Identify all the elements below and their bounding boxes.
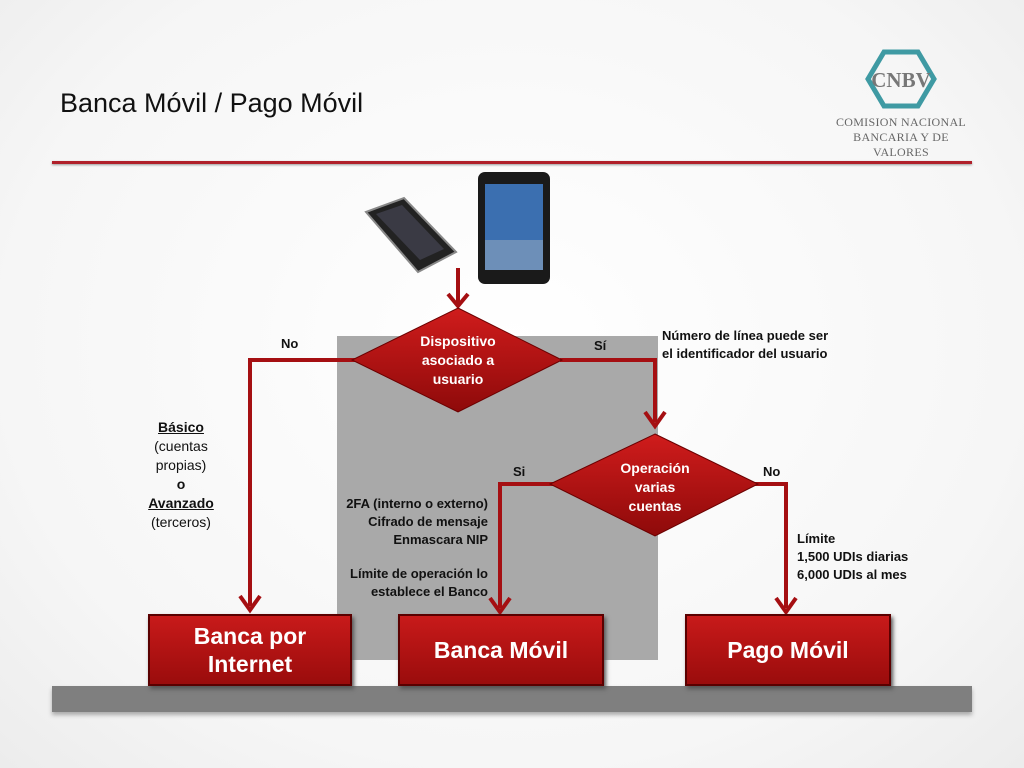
bank-limit-note bbox=[300, 565, 488, 601]
outcome-line: Internet bbox=[207, 651, 293, 677]
smartphone-image bbox=[366, 198, 456, 272]
tablet-image bbox=[478, 172, 550, 284]
internet-note bbox=[120, 418, 242, 532]
note-line: Límite bbox=[797, 531, 836, 546]
outcome-banca-movil bbox=[398, 614, 604, 686]
label-no-2: No bbox=[763, 464, 781, 479]
note-or: o bbox=[176, 476, 186, 492]
label-yes-1: Sí bbox=[594, 338, 607, 353]
note-line: Cifrado de mensaje bbox=[368, 514, 488, 529]
note-line: 2FA (interno o externo) bbox=[346, 496, 488, 511]
note-line: (cuentas bbox=[154, 438, 208, 454]
label-no-1: No bbox=[281, 336, 299, 351]
note-line: establece el Banco bbox=[370, 584, 488, 599]
security-note bbox=[300, 495, 488, 549]
outcome-banca-internet bbox=[148, 614, 352, 686]
note-line: Límite de operación lo bbox=[350, 566, 488, 581]
note-line: el identificador del usuario bbox=[662, 346, 828, 361]
decision1-line: asociado a bbox=[421, 352, 495, 368]
decision1-line: Dispositivo bbox=[420, 333, 496, 349]
note-line: Enmascara NIP bbox=[393, 532, 488, 547]
decision2-line: cuentas bbox=[628, 498, 682, 514]
decision1-line: usuario bbox=[432, 371, 484, 387]
decision2-line: varias bbox=[634, 479, 676, 495]
pago-limit-note bbox=[797, 530, 908, 584]
outcome-pago-movil bbox=[685, 614, 891, 686]
decision2-line: Operación bbox=[620, 460, 690, 476]
note-line: propias) bbox=[155, 457, 207, 473]
logo-line1: COMISION NACIONAL bbox=[835, 115, 967, 129]
arrow-no-pago bbox=[755, 484, 786, 608]
svg-text:CNBV: CNBV bbox=[871, 68, 931, 92]
note-basic: Básico bbox=[158, 419, 204, 435]
note-line: 6,000 UDIs al mes bbox=[797, 567, 907, 582]
outcome-label: Pago Móvil bbox=[727, 637, 849, 663]
decision1-text bbox=[400, 332, 516, 389]
outcome-label: Banca Móvil bbox=[433, 637, 569, 663]
decision2-text bbox=[597, 459, 713, 516]
arrow-si-movil bbox=[500, 484, 555, 608]
outcome-line: Banca por bbox=[193, 623, 307, 649]
label-yes-2: Si bbox=[513, 464, 526, 479]
page-title: Banca Móvil / Pago Móvil bbox=[60, 88, 364, 118]
note-line: Número de línea puede ser bbox=[662, 328, 829, 343]
identifier-note bbox=[662, 327, 828, 363]
note-line: (terceros) bbox=[151, 514, 211, 530]
arrow-yes-decision2 bbox=[560, 360, 655, 422]
note-line: 1,500 UDIs diarias bbox=[797, 549, 909, 564]
logo-line2: BANCARIA Y DE VALORES bbox=[853, 130, 949, 159]
note-advanced: Avanzado bbox=[148, 495, 214, 511]
